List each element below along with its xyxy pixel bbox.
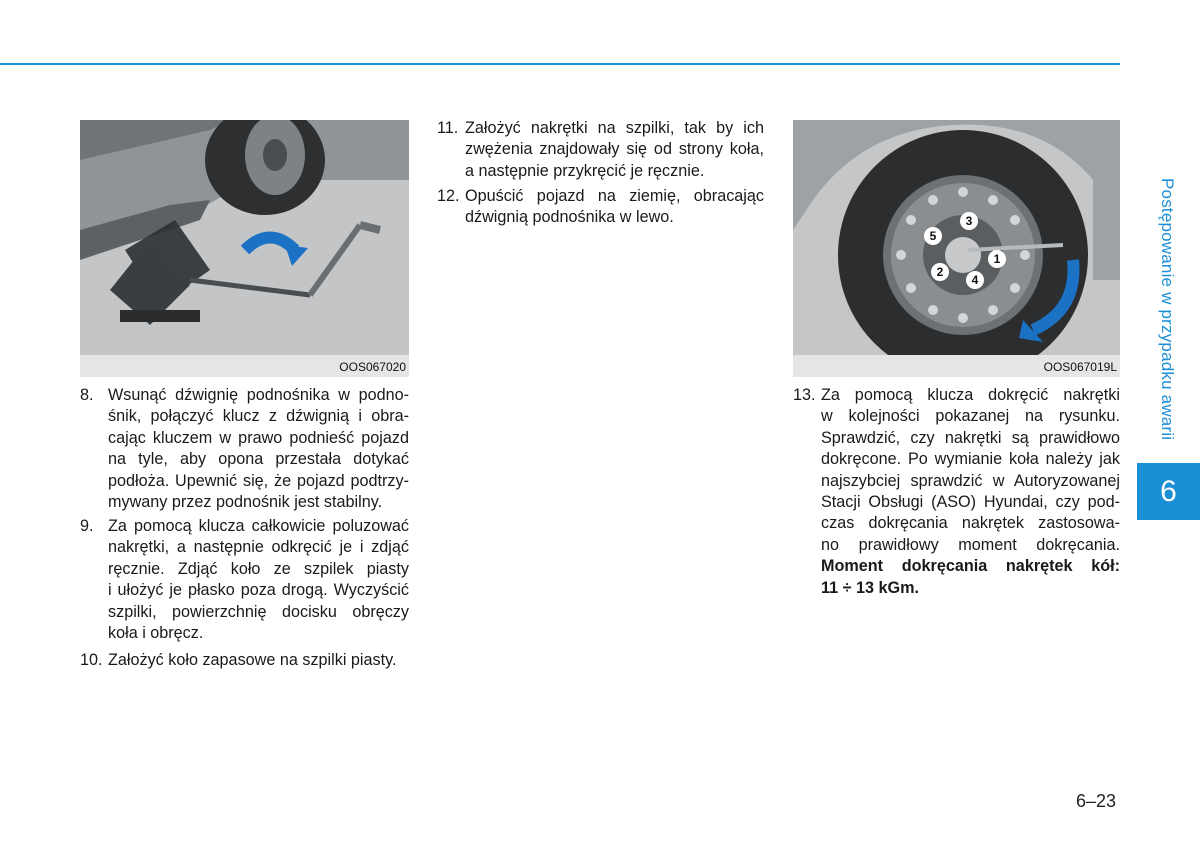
step-line: Założyć koło zapasowe na szpilki piasty. <box>108 651 397 669</box>
step-line: Sprawdzić, czy nakrętki są prawidłowo <box>821 428 1120 447</box>
nut-label: 3 <box>965 214 973 228</box>
step-number: 10. <box>80 651 103 669</box>
step-line: na tyle, aby opona przestała dotykać <box>108 450 409 469</box>
step-line: cając kluczem w prawo podnieść pojazd <box>108 428 409 447</box>
page-number: 6–23 <box>1076 791 1117 811</box>
step-line: Opuścić pojazd na ziemię, obracając <box>465 187 764 205</box>
wheel-illustration <box>793 120 1120 377</box>
step-line: Za pomocą klucza dokręcić nakrętki <box>821 386 1120 404</box>
step-line: Stacji Obsługi (ASO) Hyundai, czy pod- <box>821 493 1120 512</box>
step-line: dźwignią podnośnika w lewo. <box>465 208 674 227</box>
figure-code: OOS067020 <box>339 360 406 374</box>
step-line: Wsunąć dźwignię podnośnika w podno- <box>108 386 409 404</box>
figure-code: OOS067019L <box>1043 360 1117 374</box>
step-line: dokręcone. Po wymianie koła należy jak <box>821 450 1120 469</box>
step-line: a następnie przykręcić je ręcznie. <box>465 161 705 180</box>
nut-label: 5 <box>929 229 937 243</box>
section-title: Postępowanie w przypadku awarii <box>1158 178 1177 441</box>
step-line: Za pomocą klucza całkowicie poluzować <box>108 517 409 535</box>
step-line: zwężenia znajdowały się od strony koła, <box>465 140 764 159</box>
torque-spec-line: Moment dokręcania nakrętek kół: <box>821 557 1120 576</box>
step-line: w kolejności pokazanej na rysunku. <box>821 407 1120 426</box>
header-rule <box>0 63 1120 65</box>
nut-label: 2 <box>936 265 944 279</box>
jack-illustration <box>80 120 409 377</box>
step-number: 11. <box>437 119 459 137</box>
step-line: i ułożyć je płasko poza drogą. Wyczyścić <box>108 581 409 600</box>
step-line: najszybciej sprawdzić w Autoryzowanej <box>821 471 1120 490</box>
step-line: mywany przez podnośnik jest stabilny. <box>108 493 383 512</box>
step-line: śnik, połączyć klucz z dźwignią i obra- <box>108 407 409 426</box>
step-line: ręcznie. Zdjąć koło ze szpilek piasty <box>108 559 409 578</box>
step-number: 13. <box>793 386 816 404</box>
step-number: 8. <box>80 386 94 404</box>
step-line: szpilki, powierzchnię docisku obręczy <box>108 602 409 621</box>
step-line: nakrętki, a następnie odkręcić je i zdjąć <box>108 538 409 557</box>
step-line: podłoża. Upewnić się, że pojazd podtrzy- <box>108 471 409 490</box>
step-line: Założyć nakrętki na szpilki, tak by ich <box>465 119 764 137</box>
torque-spec-value: 11 ÷ 13 kGm. <box>821 578 919 597</box>
step-line: no prawidłowy moment dokręcania. <box>821 535 1120 554</box>
nut-label: 4 <box>971 273 979 287</box>
step-number: 12. <box>437 187 460 205</box>
step-line: koła i obręcz. <box>108 624 204 643</box>
step-number: 9. <box>80 517 94 535</box>
nut-label: 1 <box>993 252 1001 266</box>
chapter-tab: 6 <box>1137 463 1200 520</box>
step-line: czas dokręcania nakrętek zastosowa- <box>821 514 1120 533</box>
